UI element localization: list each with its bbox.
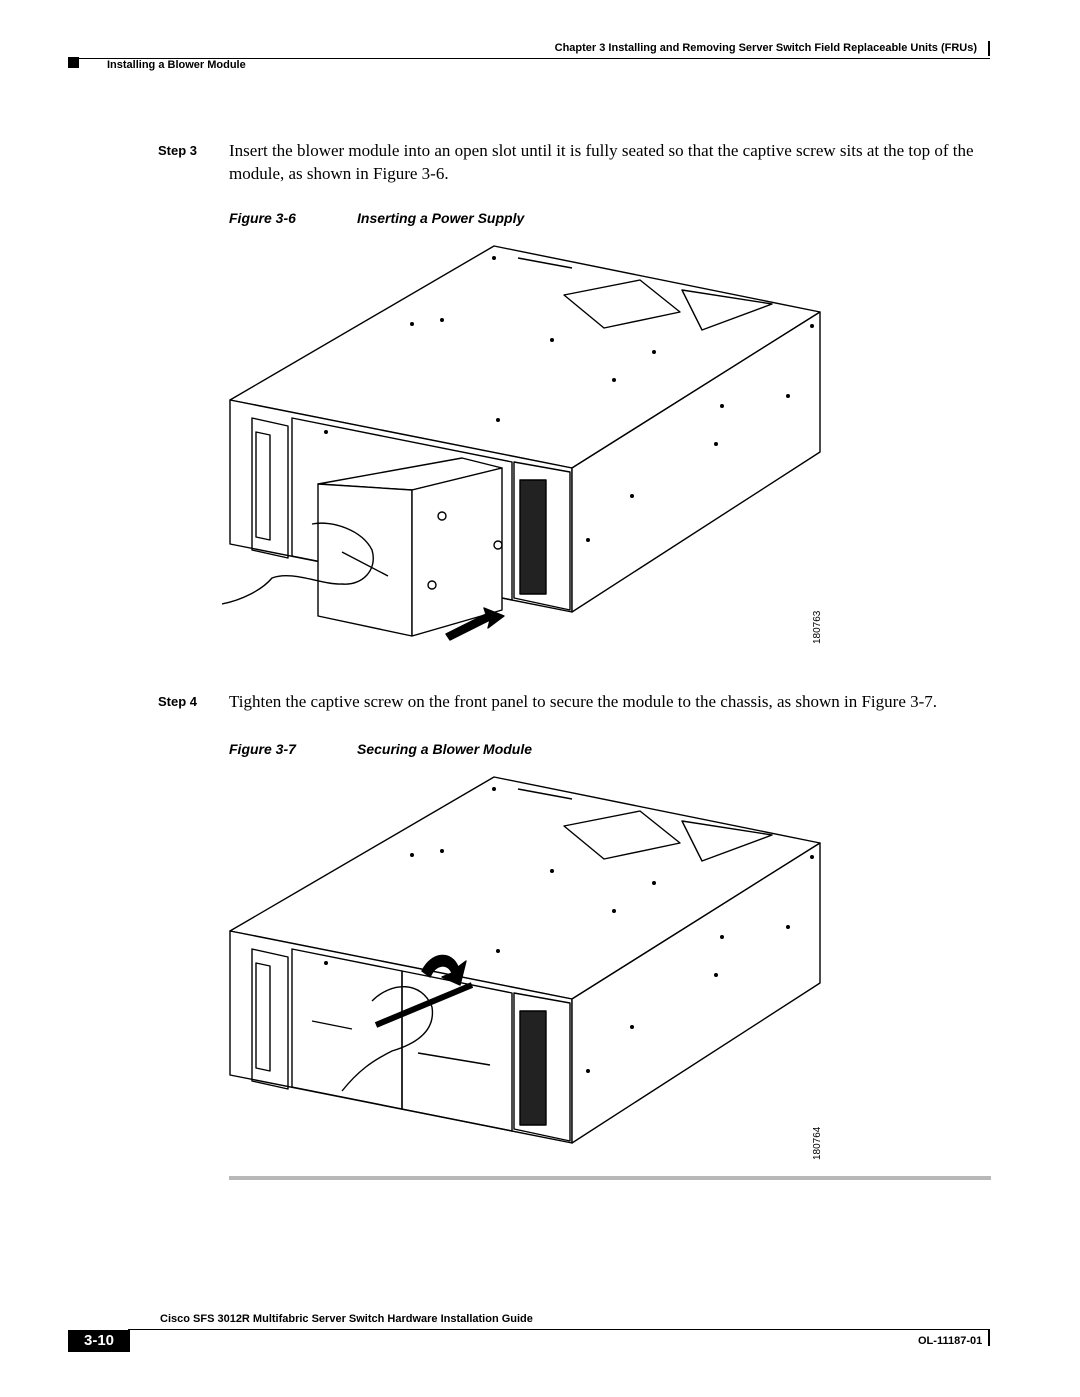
figure-3-6-id: 180763 — [812, 610, 823, 644]
figure-3-7-id: 180764 — [812, 1126, 823, 1160]
footer-guide-title: Cisco SFS 3012R Multifabric Server Switch Hardware Installation Guide — [160, 1313, 533, 1325]
header-square-marker — [68, 57, 79, 68]
running-header-section: Installing a Blower Module — [107, 59, 246, 71]
step-3-text: Insert the blower module into an open slot until it is fully seated so that the captive screw sits at the top of the module, as shown in Figure 3-6. — [229, 141, 974, 183]
page-number: 3-10 — [68, 1330, 130, 1352]
figure-3-6-title: Inserting a Power Supply — [357, 210, 525, 226]
figure-3-6-illustration — [222, 240, 842, 652]
figure-3-7-number: Figure 3-7 — [229, 741, 296, 757]
doc-number: OL-11187-01 — [918, 1335, 983, 1347]
footer-bar — [988, 1330, 990, 1346]
figure-3-6-number: Figure 3-6 — [229, 210, 296, 226]
footer-rule — [128, 1329, 990, 1330]
step-3-label: Step 3 — [158, 143, 198, 158]
figure-3-7-title: Securing a Blower Module — [357, 741, 533, 757]
step-4-text: Tighten the captive screw on the front panel to secure the module to the chassis, as shown in Figure 3-7. — [229, 692, 938, 711]
figure-3-7-illustration — [222, 771, 842, 1183]
section-end-rule — [229, 1176, 991, 1180]
header-bar — [988, 41, 990, 56]
step-4-label: Step 4 — [158, 694, 198, 709]
running-header-chapter: Chapter 3 Installing and Removing Server Switch Field Replaceable Units (FRUs) — [554, 42, 977, 54]
